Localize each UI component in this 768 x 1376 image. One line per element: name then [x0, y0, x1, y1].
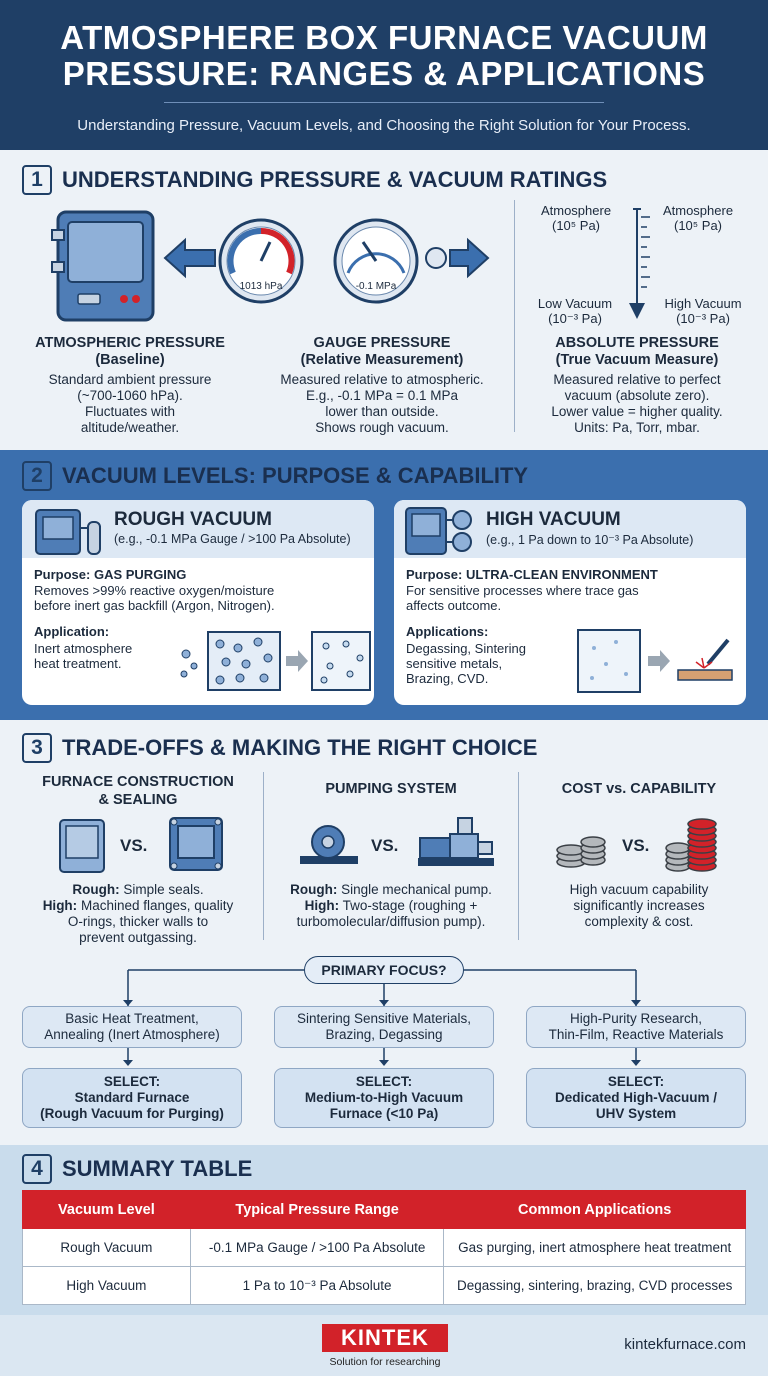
high-vacuum-card — [394, 500, 746, 705]
section4-header — [22, 1154, 252, 1184]
turbo-pump-icon — [416, 814, 496, 870]
arrow-left-icon — [165, 240, 215, 276]
table-row — [23, 1229, 746, 1267]
cost-desc: High vacuum capability significantly increases complexity & cost. — [569, 882, 709, 929]
table-cell: -0.1 MPa Gauge / >100 Pa Absolute — [190, 1229, 444, 1267]
construction-heading: FURNACE CONSTRUCTION & SEALING — [42, 774, 234, 808]
section-number: 3 — [22, 733, 52, 763]
page-subtitle: Understanding Pressure, Vacuum Levels, and Choosing the Right Solution for Your Process. — [77, 117, 691, 134]
coins-small-icon — [555, 826, 607, 870]
divider — [514, 200, 515, 432]
furnace-gas-cylinder-icon — [34, 508, 104, 556]
table-cell: 1 Pa to 10⁻³ Pa Absolute — [190, 1267, 444, 1305]
section-title: SUMMARY TABLE — [62, 1156, 253, 1181]
vacuum-gauge-icon — [333, 218, 419, 304]
gauge-pressure-block: GAUGE PRESSURE (Relative Measurement) Measured relative to atmospheric. E.g., -0.1 MPa = 0.1 MPa lower than outside. Shows rough vacuum. — [280, 335, 484, 435]
high-app: Degassing, Sintering sensitive metals, Brazing, CVD. — [406, 641, 526, 686]
section-number: 2 — [22, 461, 52, 491]
pump-arrow-icon — [422, 240, 488, 276]
construction-desc: Rough: Simple seals. High: Machined flanges, quality O-rings, thicker walls to prevent outgassing. — [42, 882, 234, 945]
furnace-pumps-icon — [404, 506, 480, 556]
rough-vacuum-card — [22, 500, 374, 705]
pumping-heading: PUMPING SYSTEM — [325, 781, 457, 797]
divider — [263, 772, 264, 940]
high-vacuum-range: (e.g., 1 Pa down to 10⁻³ Pa Absolute) — [486, 533, 694, 547]
vs-label: VS. — [371, 836, 399, 855]
table-cell: High Vacuum — [23, 1267, 191, 1305]
option-basic-heat-treatment: Basic Heat Treatment, Annealing (Inert Atmosphere) — [22, 1006, 242, 1048]
atmospheric-pressure-block: ATMOSPHERIC PRESSURE (Baseline) Standard ambient pressure (~700-1060 hPa). Fluctuates with altitude/weather. — [35, 335, 225, 435]
atmospheric-gauge-icon — [218, 218, 304, 304]
scale-label-top-left: Atmosphere (10⁵ Pa) — [540, 203, 612, 233]
high-vacuum-title: HIGH VACUUM — [486, 509, 621, 530]
select-medium-high-vacuum: SELECT: Medium-to-High Vacuum Furnace (<10 Pa) — [274, 1068, 494, 1128]
option-sintering: Sintering Sensitive Materials, Brazing, Degassing — [274, 1006, 494, 1048]
section-number: 1 — [22, 165, 52, 195]
vs-label: VS. — [120, 836, 148, 855]
logo-tagline: Solution for researching — [329, 1356, 441, 1368]
scale-label-bottom-right: High Vacuum (10⁻³ Pa) — [664, 296, 742, 326]
vs-label: VS. — [622, 836, 650, 855]
rough-app: Inert atmosphere heat treatment. — [34, 641, 133, 671]
rough-vacuum-range: (e.g., -0.1 MPa Gauge / >100 Pa Absolute) — [114, 532, 351, 546]
summary-table — [22, 1190, 746, 1305]
table-header: Vacuum Level — [23, 1191, 191, 1229]
option-high-purity: High-Purity Research, Thin-Film, Reactive Materials — [526, 1006, 746, 1048]
cost-heading: COST vs. CAPABILITY — [561, 781, 717, 797]
table-header: Typical Pressure Range — [190, 1191, 444, 1229]
gauge-left-value: 1013 hPa — [239, 281, 283, 292]
table-cell: Gas purging, inert atmosphere heat treatment — [444, 1229, 746, 1267]
sealed-furnace-icon — [166, 814, 226, 874]
kintek-logo: KINTEK — [322, 1324, 448, 1352]
gas-purging-diagram-icon — [180, 630, 370, 692]
select-standard-furnace: SELECT: Standard Furnace (Rough Vacuum for Purging) — [22, 1068, 242, 1128]
section-title: VACUUM LEVELS: PURPOSE & CAPABILITY — [62, 463, 529, 488]
rough-purpose: Purpose: GAS PURGING — [34, 567, 187, 582]
rough-vacuum-title: ROUGH VACUUM — [114, 509, 272, 530]
section-number: 4 — [22, 1154, 52, 1184]
table-row — [23, 1267, 746, 1305]
section1-header — [22, 165, 607, 195]
section-title: UNDERSTANDING PRESSURE & VACUUM RATINGS — [62, 167, 608, 192]
page-header — [0, 0, 768, 150]
scale-label-bottom-left: Low Vacuum (10⁻³ Pa) — [537, 296, 613, 326]
high-purpose: Purpose: ULTRA-CLEAN ENVIRONMENT — [406, 567, 658, 582]
divider — [518, 772, 519, 940]
page-title: ATMOSPHERE BOX FURNACE VACUUM PRESSURE: RANGES & APPLICATIONS — [60, 19, 708, 92]
rough-desc: Removes >99% reactive oxygen/moisture before inert gas backfill (Argon, Nitrogen). — [34, 583, 275, 613]
section2-header — [22, 461, 528, 491]
table-cell: Rough Vacuum — [23, 1229, 191, 1267]
high-desc: For sensitive processes where trace gas affects outcome. — [406, 583, 639, 613]
title-divider — [164, 102, 604, 103]
table-cell: Degassing, sintering, brazing, CVD processes — [444, 1267, 746, 1305]
section-title: TRADE-OFFS & MAKING THE RIGHT CHOICE — [62, 735, 538, 760]
high-app-label: Applications: — [406, 624, 489, 639]
mechanical-pump-icon — [298, 822, 360, 868]
coins-large-icon — [664, 814, 720, 874]
ultra-clean-diagram-icon — [576, 628, 736, 694]
absolute-pressure-block: ABSOLUTE PRESSURE (True Vacuum Measure) Measured relative to perfect vacuum (absolute zero). Lower value = higher quality. Units: Pa, Torr, mbar. — [551, 335, 723, 435]
rough-app-label: Application: — [34, 624, 110, 639]
select-dedicated-high-vacuum: SELECT: Dedicated High-Vacuum / UHV System — [526, 1068, 746, 1128]
pumping-desc: Rough: Single mechanical pump. High: Two-stage (roughing + turbomolecular/diffusion pump). — [290, 882, 492, 929]
table-header-row — [23, 1191, 746, 1229]
furnace-icon — [50, 208, 160, 326]
scale-label-top-right: Atmosphere (10⁵ Pa) — [662, 203, 734, 233]
table-header: Common Applications — [444, 1191, 746, 1229]
section3-header — [22, 733, 537, 763]
gauge-right-value: -0.1 MPa — [355, 281, 397, 292]
website-url: kintekfurnace.com — [624, 1336, 746, 1353]
vacuum-scale-arrow-icon — [624, 205, 654, 325]
primary-focus-label: PRIMARY FOCUS? — [304, 956, 464, 984]
simple-furnace-icon — [58, 818, 106, 874]
